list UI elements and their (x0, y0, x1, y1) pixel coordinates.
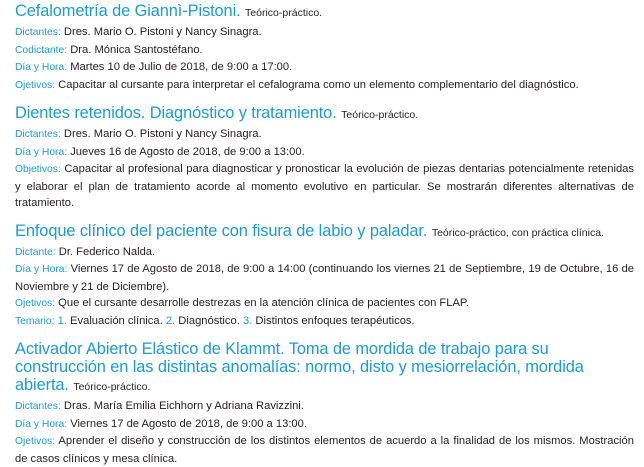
course-title-text: Cefalometría de Giannì-Pistoni. (15, 2, 241, 20)
course-activador-klammt (15, 340, 634, 467)
fecha-label: Día y Hora: (15, 146, 68, 158)
dictantes-label: Dictantes: (15, 129, 61, 140)
fecha-value: Viernes 17 de Agosto de 2018, de 9:00 a 13:00. (70, 417, 307, 430)
temario-item-number: 1. (57, 314, 67, 327)
course-title (15, 222, 634, 242)
temario-item-text: Distintos enfoques terapéuticos. (255, 314, 415, 327)
fecha-value: Jueves 16 de Agosto de 2018, de 9:00 a 13:00. (70, 145, 305, 158)
course-title-text: Dientes retenidos. Diagnóstico y tratamiento. (15, 104, 337, 122)
objetivos-value: Capacitar al cursante para interpretar el cefalograma como un elemento complementario del diagnóstico. (58, 78, 579, 91)
temario-item-number: 3. (242, 314, 253, 327)
dictantes-row (15, 398, 634, 416)
objetivos-value: Aprender el diseño y construcción de los distintos elementos de acuerdo a la finalidad de los mismos. Mostración de casos clínicos y mesa clínica. (15, 435, 634, 465)
fecha-row (15, 416, 634, 434)
fecha-label: Día y Hora: (15, 62, 68, 73)
dictantes-value: Dras. María Emilia Eichhorn y Adriana Ravizzini. (63, 400, 304, 412)
fecha-value: Viernes 17 de Agosto de 2018, de 9:00 a 14:00 (continuando los viernes 21 de Septiembre, 19 de Octubre, 16 de Noviembre y 21 de Diciembre). (15, 263, 635, 293)
course-dientes-retenidos (15, 104, 634, 212)
fecha-row (15, 144, 634, 162)
fecha-label: Día y Hora: (15, 264, 68, 275)
temario-item-text: Evaluación clínica. (70, 314, 163, 327)
fecha-label: Día y Hora: (15, 418, 68, 430)
objetivos-label: Ojetivos: (15, 436, 56, 447)
course-title (15, 2, 634, 22)
objetivos-row (15, 433, 634, 467)
objetivos-label: Ojetivos: (15, 79, 56, 91)
course-title-text: Enfoque clínico del paciente con fisura de labio y paladar. (15, 221, 428, 240)
fecha-value: Martes 10 de Julio de 2018, de 9:00 a 17:00. (70, 61, 293, 73)
objetivos-label: Objetivos: (15, 164, 61, 175)
dictante-label: Dictante: (15, 246, 56, 258)
course-tag: Teórico-práctico. (245, 7, 323, 19)
codictante-row (15, 42, 634, 60)
fecha-row (15, 59, 634, 77)
course-tag: Teórico-práctico. (73, 381, 151, 393)
objetivos-row (15, 77, 634, 95)
objetivos-value: Capacitar al profesional para diagnosticar y pronosticar la evolución de piezas dentarias potencialmente retenidas y elaborar el plan de tratamiento acorde al momento evolutivo en particular. Se mostrarán diferentes alternativas de tratamiento. (15, 163, 635, 209)
objetivos-row (15, 295, 634, 313)
dictante-value: Dr. Federico Nalda. (58, 245, 156, 258)
dictantes-row (15, 24, 634, 42)
dictante-row (15, 244, 634, 262)
course-title (15, 340, 634, 396)
dictantes-label: Dictantes: (15, 401, 61, 412)
fecha-row (15, 261, 634, 295)
codictante-value: Dra. Mónica Santostéfano. (70, 43, 203, 56)
course-title-text: Activador Abierto Elástico de Klammt. Toma de mordida de trabajo para su construcción en las distintas anomalías: normo, disto y mesiorrelación, mordida abierta. (15, 340, 584, 394)
temario-row (15, 313, 634, 331)
course-fisura-labio-paladar (15, 222, 634, 331)
course-title (15, 104, 634, 124)
course-tag: Teórico-práctico. (341, 109, 419, 121)
dictantes-value: Dres. Mario O. Pistoni y Nancy Sinagra. (63, 128, 262, 140)
dictantes-label: Dictantes: (15, 27, 61, 38)
course-cefalometria (15, 2, 634, 94)
course-tag: Teórico-práctico, con práctica clínica. (431, 226, 604, 239)
temario-item-number: 2. (165, 314, 176, 327)
objetivos-row (15, 161, 634, 212)
dictantes-row (15, 126, 634, 144)
temario-label: Temario: (15, 315, 55, 327)
dictantes-value: Dres. Mario O. Pistoni y Nancy Sinagra. (63, 26, 262, 38)
temario-item-text: Diagnóstico. (178, 314, 240, 327)
objetivos-value: Que el cursante desarrolle destrezas en la atención clínica de pacientes con FLAP. (58, 297, 470, 309)
objetivos-label: Ojetivos: (15, 298, 56, 309)
codictante-label: Codictante: (15, 44, 68, 56)
